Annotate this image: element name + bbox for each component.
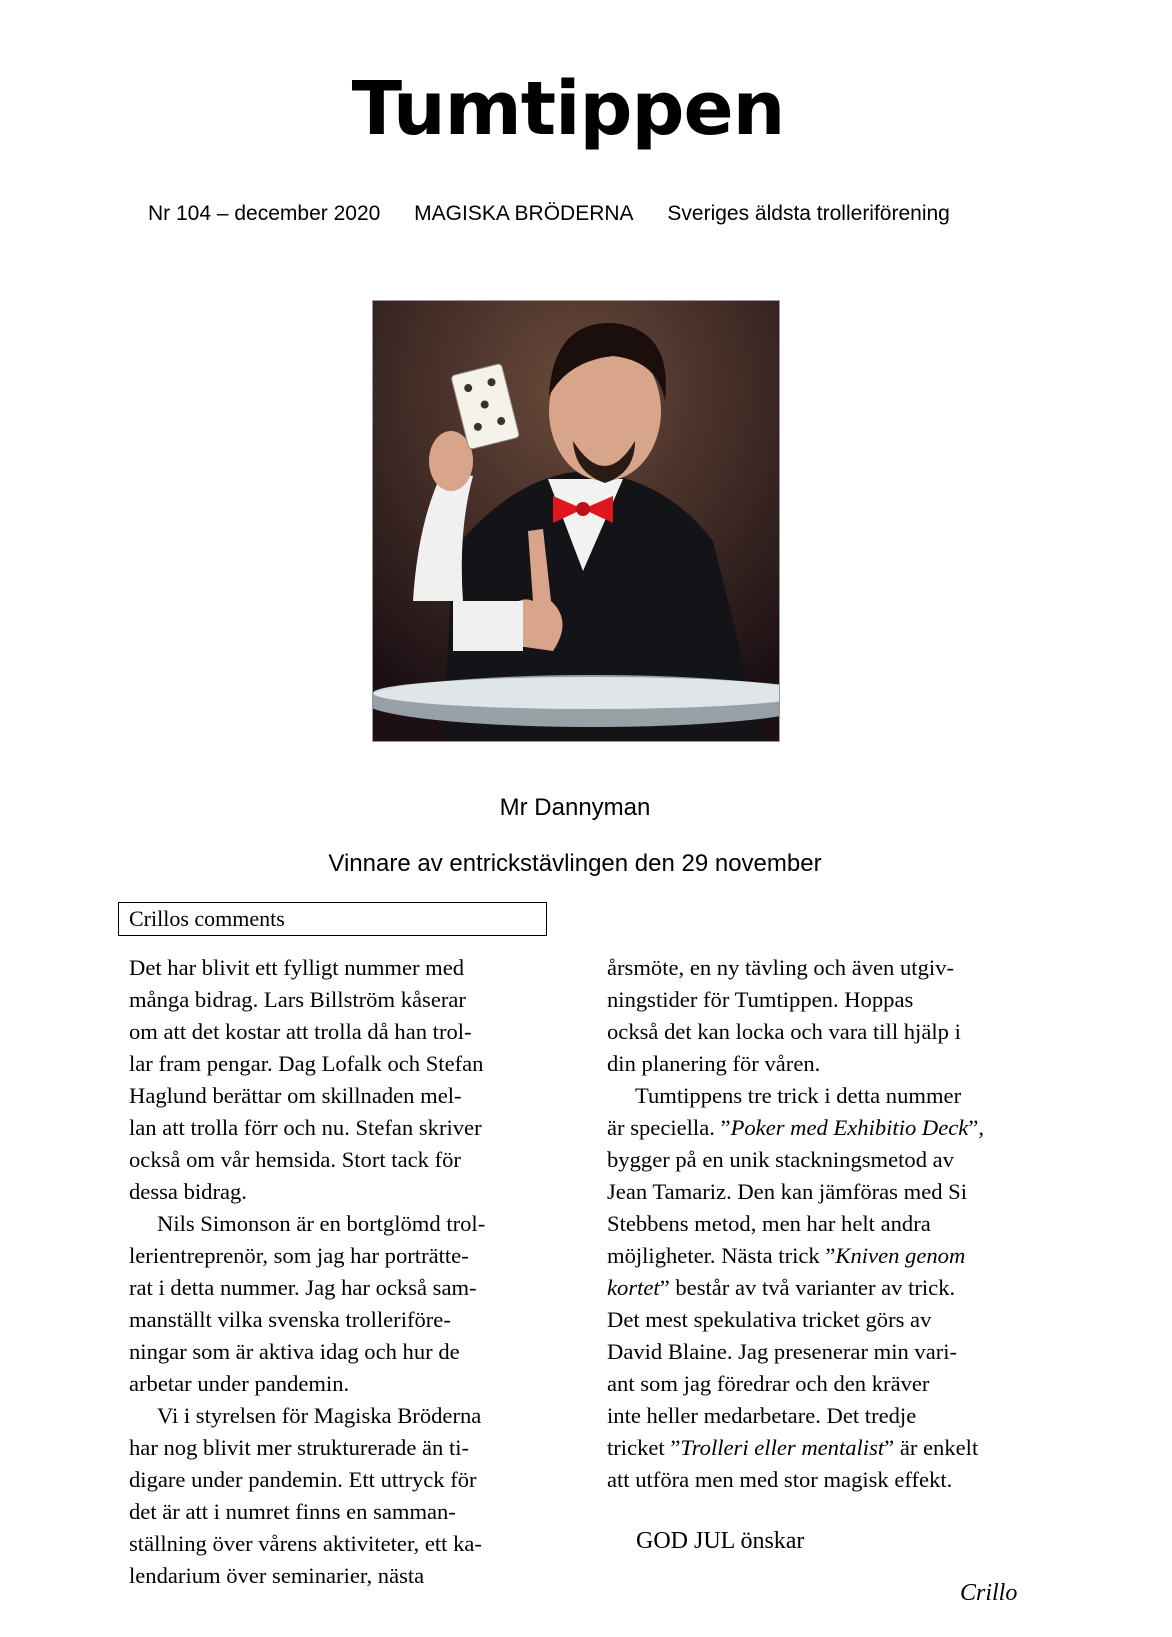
text-line: inte heller medarbetare. Det tredje xyxy=(607,1403,917,1428)
trick-title: Kniven genom xyxy=(835,1243,966,1268)
photo-caption-name: Mr Dannyman xyxy=(499,794,651,821)
text-line: digare under pandemin. Ett uttryck för xyxy=(129,1467,477,1492)
text-line: lar fram pengar. Dag Lofalk och Stefan xyxy=(129,1051,484,1076)
column-box-title: Crillos comments xyxy=(118,902,547,936)
masthead-title: Tumtippen xyxy=(351,66,784,152)
text-line: att utföra men med stor magisk effekt. xyxy=(607,1467,953,1492)
trick-title: Trolleri eller mentalist xyxy=(680,1435,885,1460)
text-line: ställning över vårens aktiviteter, ett ka- xyxy=(129,1531,482,1556)
text-line: lerientreprenör, som jag har porträtte- xyxy=(129,1243,469,1268)
text-segment: ”, xyxy=(968,1115,985,1140)
article-right-column xyxy=(607,952,1027,1496)
magician-illustration xyxy=(373,301,779,741)
text-line: Jean Tamariz. Den kan jämföras med Si xyxy=(607,1179,968,1204)
text-line: det är att i numret finns en samman- xyxy=(129,1499,456,1524)
text-line: ningar som är aktiva idag och hur de xyxy=(129,1339,460,1364)
text-line: rat i detta nummer. Jag har också sam- xyxy=(129,1275,477,1300)
text-line: din planering för våren. xyxy=(607,1051,821,1076)
text-line: Tumtippens tre trick i detta nummer xyxy=(635,1083,962,1108)
text-line: ant som jag föredrar och den kräver xyxy=(607,1371,930,1396)
text-line xyxy=(607,1432,1027,1464)
text-line: lendarium över seminarier, nästa xyxy=(129,1563,425,1588)
text-segment: möjligheter. Nästa trick ” xyxy=(607,1243,836,1268)
text-line: många bidrag. Lars Billström kåserar xyxy=(129,987,466,1012)
cover-photo xyxy=(372,300,780,742)
text-line: Haglund berättar om skillnaden mel- xyxy=(129,1083,462,1108)
text-line: har nog blivit mer strukturerade än ti- xyxy=(129,1435,470,1460)
text-segment: ” är enkelt xyxy=(884,1435,979,1460)
text-line: bygger på en unik stackningsmetod av xyxy=(607,1147,954,1172)
text-line xyxy=(607,1272,1027,1304)
text-line: också det kan locka och vara till hjälp i xyxy=(607,1019,961,1044)
society-tagline: Sveriges äldsta trolleriförening xyxy=(667,202,950,225)
trick-title: Poker med Exhibitio Deck xyxy=(730,1115,969,1140)
society-name: MAGISKA BRÖDERNA xyxy=(414,202,634,225)
text-line: årsmöte, en ny tävling och även utgiv- xyxy=(607,955,954,980)
text-segment: är speciella. ” xyxy=(607,1115,731,1140)
text-line: David Blaine. Jag presenerar min vari- xyxy=(607,1339,958,1364)
text-line: manställt vilka svenska trolleriföre- xyxy=(129,1307,451,1332)
text-line: Det mest spekulativa tricket görs av xyxy=(607,1307,932,1332)
text-line: ningstider för Tumtippen. Hoppas xyxy=(607,987,914,1012)
text-line: Stebbens metod, men har helt andra xyxy=(607,1211,931,1236)
text-line: om att det kostar att trolla då han trol- xyxy=(129,1019,472,1044)
text-line: också om vår hemsida. Stort tack för xyxy=(129,1147,461,1172)
article-left-column xyxy=(129,952,559,1592)
photo-caption-subtitle: Vinnare av entrickstävlingen den 29 november xyxy=(328,850,822,877)
author-signature: Crillo xyxy=(960,1580,1018,1606)
text-line: dessa bidrag. xyxy=(129,1179,247,1204)
masthead-logo xyxy=(338,56,798,156)
text-line: Det har blivit ett fylligt nummer med xyxy=(129,955,465,980)
text-segment: ” består av två varianter av trick. xyxy=(659,1275,956,1300)
text-line: lan att trolla förr och nu. Stefan skriver xyxy=(129,1115,482,1140)
issue-number: Nr 104 – december 2020 xyxy=(148,202,381,225)
issue-line xyxy=(148,202,1048,226)
text-line: Vi i styrelsen för Magiska Bröderna xyxy=(157,1403,482,1428)
text-line xyxy=(607,1112,1027,1144)
text-line: Nils Simonson är en bortglömd trol- xyxy=(157,1211,486,1236)
holiday-greeting: GOD JUL önskar xyxy=(636,1528,805,1554)
text-segment: tricket ” xyxy=(607,1435,681,1460)
trick-title: kortet xyxy=(607,1275,660,1300)
masthead xyxy=(0,56,1135,156)
text-line xyxy=(607,1240,1027,1272)
text-line: arbetar under pandemin. xyxy=(129,1371,350,1396)
